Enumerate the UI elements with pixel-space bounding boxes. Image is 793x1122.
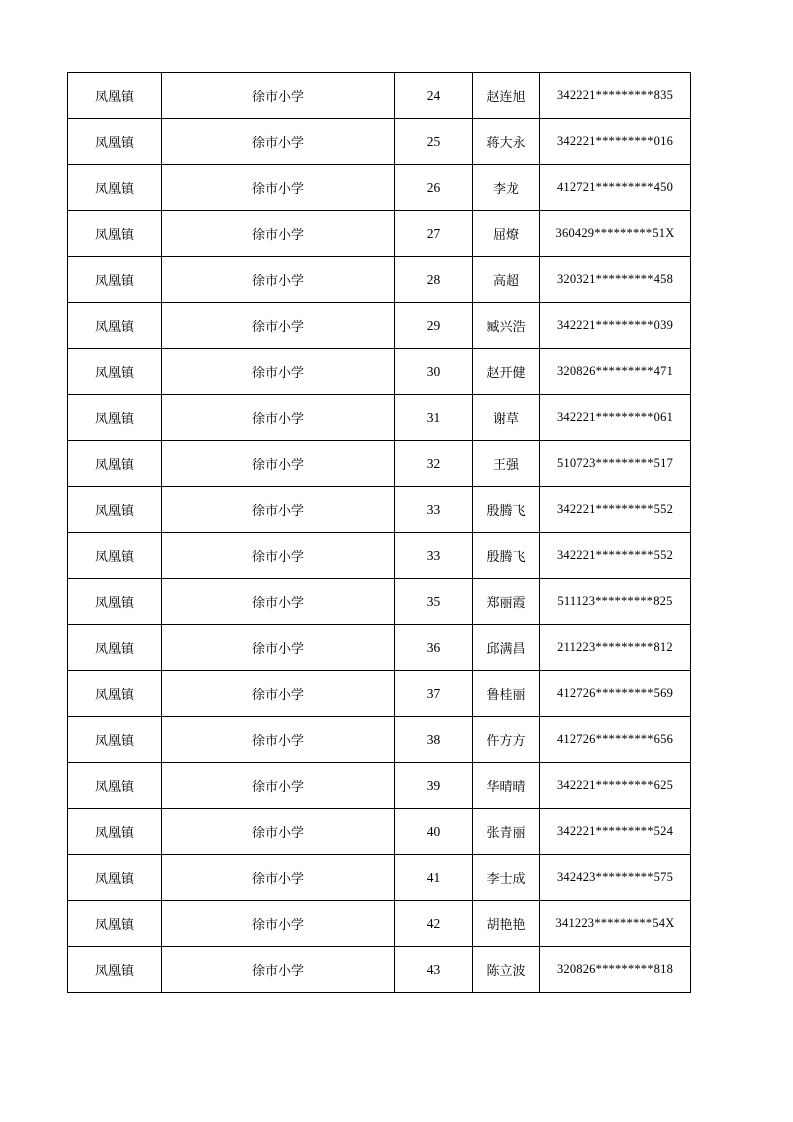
table-row: [68, 671, 691, 717]
school-cell: 徐市小学: [162, 441, 395, 487]
town-cell: 凤凰镇: [68, 73, 162, 119]
id-number-cell: 342221*********061: [540, 395, 691, 441]
id-number-cell: 412726*********656: [540, 717, 691, 763]
number-cell: 24: [395, 73, 473, 119]
town-cell: 凤凰镇: [68, 211, 162, 257]
number-cell: 38: [395, 717, 473, 763]
person-name-cell: 鲁桂丽: [473, 671, 540, 717]
school-cell: 徐市小学: [162, 211, 395, 257]
person-name-cell: 李士成: [473, 855, 540, 901]
person-name-cell: 陈立波: [473, 947, 540, 993]
town-cell: 凤凰镇: [68, 165, 162, 211]
id-number-cell: 342221*********835: [540, 73, 691, 119]
number-cell: 25: [395, 119, 473, 165]
id-number-cell: 412721*********450: [540, 165, 691, 211]
school-cell: 徐市小学: [162, 717, 395, 763]
table-row: [68, 947, 691, 993]
id-number-cell: 342221*********016: [540, 119, 691, 165]
table-row: [68, 625, 691, 671]
school-cell: 徐市小学: [162, 533, 395, 579]
town-cell: 凤凰镇: [68, 441, 162, 487]
person-name-cell: 邱满昌: [473, 625, 540, 671]
school-cell: 徐市小学: [162, 165, 395, 211]
town-cell: 凤凰镇: [68, 855, 162, 901]
id-number-cell: 342221*********524: [540, 809, 691, 855]
school-cell: 徐市小学: [162, 257, 395, 303]
id-number-cell: 360429*********51X: [540, 211, 691, 257]
table-row: [68, 73, 691, 119]
number-cell: 32: [395, 441, 473, 487]
town-cell: 凤凰镇: [68, 303, 162, 349]
table-row: [68, 211, 691, 257]
id-number-cell: 320826*********818: [540, 947, 691, 993]
school-cell: 徐市小学: [162, 487, 395, 533]
school-cell: 徐市小学: [162, 395, 395, 441]
table-row: [68, 809, 691, 855]
town-cell: 凤凰镇: [68, 763, 162, 809]
school-cell: 徐市小学: [162, 349, 395, 395]
person-name-cell: 蒋大永: [473, 119, 540, 165]
person-name-cell: 华晴晴: [473, 763, 540, 809]
number-cell: 41: [395, 855, 473, 901]
number-cell: 40: [395, 809, 473, 855]
school-cell: 徐市小学: [162, 119, 395, 165]
person-name-cell: 张青丽: [473, 809, 540, 855]
number-cell: 33: [395, 533, 473, 579]
person-name-cell: 屈燎: [473, 211, 540, 257]
table-row: [68, 901, 691, 947]
person-name-cell: 王强: [473, 441, 540, 487]
town-cell: 凤凰镇: [68, 671, 162, 717]
person-name-cell: 臧兴浩: [473, 303, 540, 349]
number-cell: 26: [395, 165, 473, 211]
id-number-cell: 211223*********812: [540, 625, 691, 671]
number-cell: 36: [395, 625, 473, 671]
table-row: [68, 119, 691, 165]
school-cell: 徐市小学: [162, 809, 395, 855]
id-number-cell: 320321*********458: [540, 257, 691, 303]
table-row: [68, 349, 691, 395]
number-cell: 28: [395, 257, 473, 303]
school-cell: 徐市小学: [162, 73, 395, 119]
table-row: [68, 487, 691, 533]
table-row: [68, 165, 691, 211]
person-name-cell: 殷腾飞: [473, 533, 540, 579]
table-row: [68, 257, 691, 303]
id-number-cell: 511123*********825: [540, 579, 691, 625]
town-cell: 凤凰镇: [68, 119, 162, 165]
table-row: [68, 303, 691, 349]
id-number-cell: 341223*********54X: [540, 901, 691, 947]
id-number-cell: 342221*********039: [540, 303, 691, 349]
town-cell: 凤凰镇: [68, 533, 162, 579]
number-cell: 37: [395, 671, 473, 717]
id-number-cell: 320826*********471: [540, 349, 691, 395]
table-row: [68, 763, 691, 809]
town-cell: 凤凰镇: [68, 487, 162, 533]
school-cell: 徐市小学: [162, 855, 395, 901]
school-cell: 徐市小学: [162, 579, 395, 625]
person-name-cell: 赵开健: [473, 349, 540, 395]
number-cell: 27: [395, 211, 473, 257]
number-cell: 42: [395, 901, 473, 947]
table-row: [68, 441, 691, 487]
town-cell: 凤凰镇: [68, 947, 162, 993]
person-name-cell: 郑丽霞: [473, 579, 540, 625]
town-cell: 凤凰镇: [68, 901, 162, 947]
id-number-cell: 342221*********552: [540, 533, 691, 579]
person-name-cell: 李龙: [473, 165, 540, 211]
number-cell: 43: [395, 947, 473, 993]
id-number-cell: 342221*********625: [540, 763, 691, 809]
number-cell: 33: [395, 487, 473, 533]
town-cell: 凤凰镇: [68, 395, 162, 441]
school-cell: 徐市小学: [162, 303, 395, 349]
number-cell: 30: [395, 349, 473, 395]
town-cell: 凤凰镇: [68, 717, 162, 763]
roster-table: [67, 72, 691, 993]
person-name-cell: 赵连旭: [473, 73, 540, 119]
roster-body: [68, 73, 691, 993]
id-number-cell: 412726*********569: [540, 671, 691, 717]
town-cell: 凤凰镇: [68, 257, 162, 303]
town-cell: 凤凰镇: [68, 625, 162, 671]
person-name-cell: 仵方方: [473, 717, 540, 763]
table-row: [68, 395, 691, 441]
school-cell: 徐市小学: [162, 901, 395, 947]
id-number-cell: 342221*********552: [540, 487, 691, 533]
number-cell: 39: [395, 763, 473, 809]
school-cell: 徐市小学: [162, 763, 395, 809]
number-cell: 31: [395, 395, 473, 441]
school-cell: 徐市小学: [162, 947, 395, 993]
table-row: [68, 717, 691, 763]
number-cell: 35: [395, 579, 473, 625]
table-row: [68, 533, 691, 579]
person-name-cell: 殷腾飞: [473, 487, 540, 533]
table-row: [68, 855, 691, 901]
person-name-cell: 谢草: [473, 395, 540, 441]
number-cell: 29: [395, 303, 473, 349]
school-cell: 徐市小学: [162, 625, 395, 671]
table-row: [68, 579, 691, 625]
town-cell: 凤凰镇: [68, 349, 162, 395]
id-number-cell: 342423*********575: [540, 855, 691, 901]
person-name-cell: 高超: [473, 257, 540, 303]
town-cell: 凤凰镇: [68, 579, 162, 625]
id-number-cell: 510723*********517: [540, 441, 691, 487]
school-cell: 徐市小学: [162, 671, 395, 717]
town-cell: 凤凰镇: [68, 809, 162, 855]
person-name-cell: 胡艳艳: [473, 901, 540, 947]
